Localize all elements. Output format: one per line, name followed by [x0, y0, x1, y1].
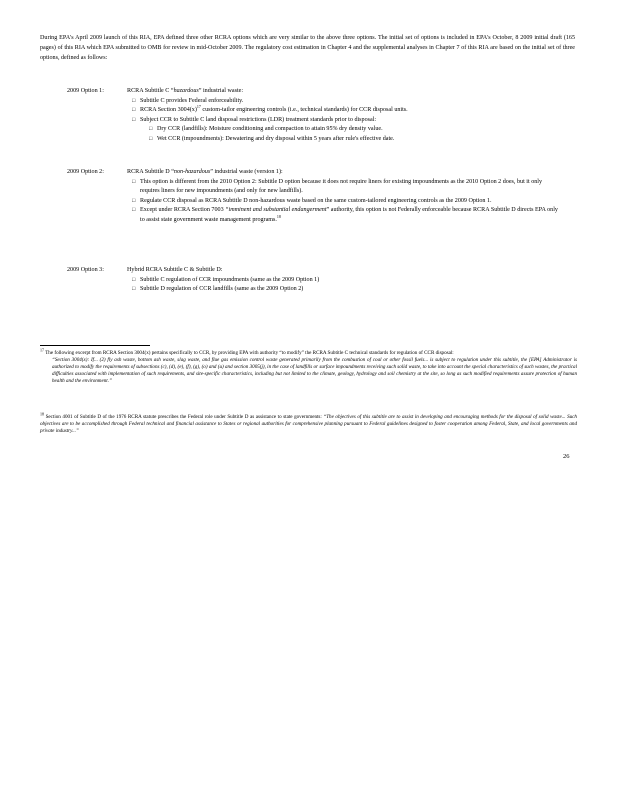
- footnote-text: Section 4001 of Subtitle D of the 1976 RCRA statute prescribes the Federal role under Subtitle D as assistance to state governments:: [45, 414, 324, 420]
- footnote-18: [40, 411, 577, 435]
- intro-paragraph: During EPA's April 2009 launch of this RIA, EPA defined three other RCRA options which are very similar to the above three options. The initial set of options is included in EPA's October, 8 2009 initial draft (165 pages) of this RIA which EPA submitted to OMB for review in mid-October 2009. The regulatory cost estimation in Chapter 4 and the supplemental analyses in Chapter 7 of this RIA are based on the initial set of three options, defined as follows:: [40, 35, 575, 62]
- footnote-ref-17[interactable]: 17: [196, 104, 201, 110]
- checkbox-bullet-icon: □: [132, 116, 136, 123]
- sub-list-item: □ Dry CCR (landfills): Moisture conditioning and compaction to attain 95% dry density value.: [149, 125, 537, 135]
- checkbox-bullet-icon: □: [132, 286, 136, 293]
- sub-list-item: □ Wet CCR (impoundments): Dewatering and dry disposal within 5 years after rule's effective date.: [149, 135, 537, 145]
- checkbox-bullet-icon: □: [132, 276, 136, 283]
- option-3-block: [67, 266, 587, 295]
- list-item: □ Regulate CCR disposal as RCRA Subtitle D non-hazardous waste based on the same custom-tailored engineering controls as the 2009 Option 1.: [132, 197, 560, 207]
- list-item: □ Subject CCR to Subtitle C land disposal restrictions (LDR) treatment standards prior to disposal:: [132, 116, 560, 126]
- list-item: □ Subtitle D regulation of CCR landfills (same as the 2009 Option 2): [132, 285, 560, 295]
- option-3-heading: [67, 266, 587, 276]
- footnote-number: 17: [40, 347, 44, 353]
- checkbox-bullet-icon: □: [132, 197, 136, 204]
- option-3-title: Hybrid RCRA Subtitle C & Subtitle D:: [127, 267, 223, 273]
- option-3-label: 2009 Option 3:: [67, 267, 104, 273]
- list-item: □ RCRA Section 3004(x)$^{17}$ custom-tailor engineering controls (i.e., technical standards) for CCR disposal units.: [132, 106, 560, 116]
- checkbox-bullet-icon: □: [132, 107, 136, 114]
- list-item: □ Subtitle C provides Federal enforceability.: [132, 97, 560, 107]
- option-1-heading: [67, 87, 587, 97]
- checkbox-bullet-icon: □: [132, 207, 136, 214]
- page-number: 26: [563, 453, 570, 460]
- footnote-17: [40, 347, 577, 385]
- option-1-label: 2009 Option 1:: [67, 88, 104, 94]
- footnote-number: 18: [40, 411, 44, 417]
- option-1-block: [67, 87, 587, 145]
- checkbox-bullet-icon: □: [149, 135, 153, 142]
- footnote-quote: “The objectives of this subtitle are to assist in developing and encouraging methods for the disposal of solid waste... Such objectives are to be accomplished through Federal technical and financial assistance to States or regional authorities for comprehensive planning pursuant to Federal guidelines designed to foster cooperation among Federal, State, and local governments and private industry...”: [40, 414, 577, 435]
- option-3-bullets: [67, 276, 587, 295]
- option-2-block: [67, 168, 587, 226]
- checkbox-bullet-icon: □: [149, 126, 153, 133]
- option-2-label: 2009 Option 2:: [67, 169, 104, 175]
- option-2-bullets: [67, 178, 587, 226]
- checkbox-bullet-icon: □: [132, 97, 136, 104]
- footnote-quote: “Section 3004(x): If... (2) fly ash waste, bottom ash waste, slag waste, and flue gas emission control waste generated primarily from the combustion of coal or other fossil fuels... is subject to regulation under this subtitle, the [EPA] Administrator is authorized to modify the requirements of subsections (c), (d), (e), (f), (g), (o) and (u) and section 3005(j), in the case of landfills or surface impoundments receiving such solid waste, to take into account the special characteristics of such wastes, the practical difficulties associated with implementation of such requirements, and site-specific characteristics, including but not limited to the climate, geology, hydrology and soil chemistry at the site, so long as such modified requirements assure protection of human health and the environment.”: [52, 357, 577, 385]
- option-1-bullets: [67, 97, 587, 145]
- list-item: □ Except under RCRA Section 7003 “imminent and substantial endangerment” authority, this option is not Federally enforceable because RCRA Subtitle D directs EPA only to assist state government waste management programs.$^{18}$: [132, 207, 558, 223]
- list-item: □ Subtitle C regulation of CCR impoundments (same as the 2009 Option 1): [132, 276, 560, 286]
- checkbox-bullet-icon: □: [132, 178, 136, 185]
- option-1-title: RCRA Subtitle C “hazardous” industrial waste:: [127, 88, 244, 94]
- option-2-heading: [67, 168, 587, 178]
- footnote-text: The following excerpt from RCRA Section 3004(x) pertains specifically to CCR, by providing EPA with authority “to modify” the RCRA Subtitle C technical standards for regulation of CCR disposal:: [45, 350, 454, 356]
- option-2-title: RCRA Subtitle D “non-hazardous” industrial waste (version 1):: [127, 169, 283, 175]
- footnote-separator: [40, 345, 150, 346]
- footnote-ref-18[interactable]: 18: [276, 213, 281, 219]
- list-item: □ This option is different from the 2010 Option 2: Subtitle D option because it does not require liners for existing impoundments as the 2010 Option 2 does, but it only requires liners for new impoundments (and only for new landfills).: [132, 178, 543, 195]
